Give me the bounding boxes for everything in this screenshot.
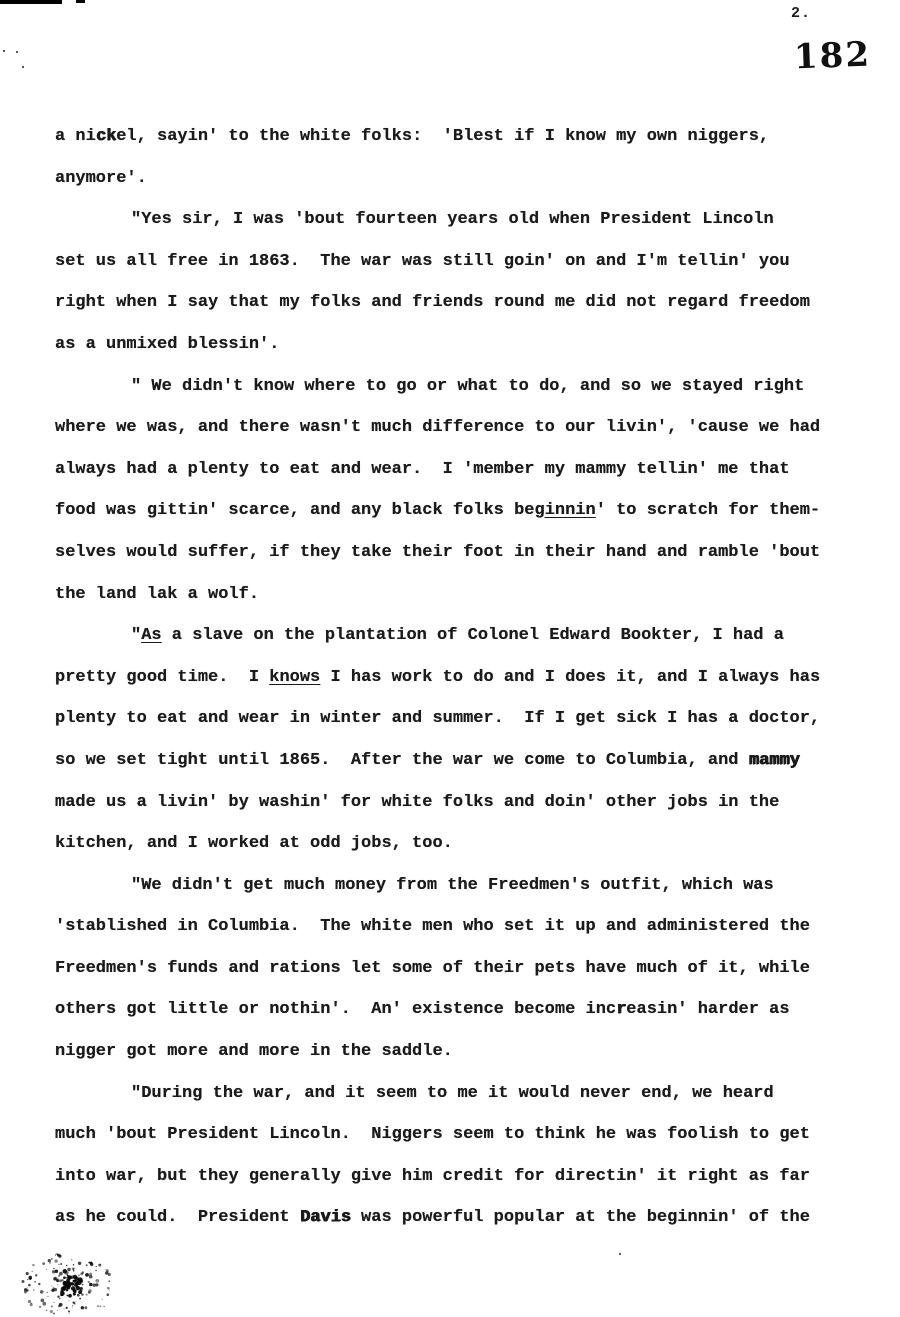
- text-line-13: "As a slave on the plantation of Colonel Edward Bookter, I had a: [131, 626, 784, 646]
- text-line-27: as he could. President Davis was powerful popular at the beginnin' of the: [55, 1208, 810, 1228]
- text-line-14: pretty good time. I knows I has work to do and I does it, and I always has: [55, 667, 821, 687]
- document-body-text: [55, 116, 865, 1239]
- text-line-10: food was gittin' scarce, and any black folks beginnin' to scratch for them-: [55, 501, 821, 521]
- text-line-20: 'stablished in Columbia. The white men who set it up and administered the: [55, 917, 810, 937]
- scan-speck: [3, 50, 5, 52]
- text-line-6: as a unmixed blessin'.: [55, 334, 280, 354]
- text-line-8: where we was, and there wasn't much difference to our livin', 'cause we had: [55, 418, 821, 438]
- text-line-16: so we set tight until 1865. After the war we come to Columbia, and mammy: [55, 750, 800, 770]
- text-line-15: plenty to eat and wear in winter and summer. If I get sick I has a doctor,: [55, 709, 821, 729]
- scan-speck: [22, 66, 24, 68]
- text-line-11: selves would suffer, if they take their foot in their hand and ramble 'bout: [55, 542, 821, 562]
- text-line-25: much 'bout President Lincoln. Niggers seem to think he was foolish to get: [55, 1125, 810, 1145]
- text-line-19: "We didn't get much money from the Freedmen's outfit, which was: [131, 875, 774, 895]
- scan-speck: [16, 51, 18, 53]
- scan-speck: [619, 1253, 621, 1255]
- scan-artifact-top-left-bar: [0, 0, 62, 4]
- ink-smudge: [10, 1232, 140, 1317]
- typed-page-number: 2.: [791, 5, 812, 22]
- text-line-23: nigger got more and more in the saddle.: [55, 1042, 453, 1062]
- text-line-2: anymore'.: [55, 168, 147, 188]
- text-line-4: set us all free in 1863. The war was still goin' on and I'm tellin' you: [55, 251, 790, 271]
- text-line-17: made us a livin' by washin' for white folks and doin' other jobs in the: [55, 792, 780, 812]
- stamped-folio-number: 182: [793, 34, 872, 78]
- text-line-7: " We didn't know where to go or what to do, and so we stayed right: [131, 376, 805, 396]
- text-line-12: the land lak a wolf.: [55, 584, 260, 604]
- text-line-9: always had a plenty to eat and wear. I 'member my mammy tellin' me that: [55, 459, 790, 479]
- text-line-1: a nickel, sayin' to the white folks: 'Blest if I know my own niggers,: [55, 127, 770, 146]
- text-line-21: Freedmen's funds and rations let some of their pets have much of it, while: [55, 958, 810, 978]
- text-line-5: right when I say that my folks and friends round me did not regard freedom: [55, 293, 810, 313]
- text-line-3: "Yes sir, I was 'bout fourteen years old when President Lincoln: [131, 210, 774, 230]
- text-line-26: into war, but they generally give him credit for directin' it right as far: [55, 1166, 810, 1186]
- text-line-18: kitchen, and I worked at odd jobs, too.: [55, 834, 453, 854]
- scan-artifact-top-left-dash: [76, 0, 85, 3]
- text-line-24: "During the war, and it seem to me it would never end, we heard: [131, 1083, 774, 1103]
- text-line-22: others got little or nothin'. An' existence become increasin' harder as: [55, 1000, 790, 1020]
